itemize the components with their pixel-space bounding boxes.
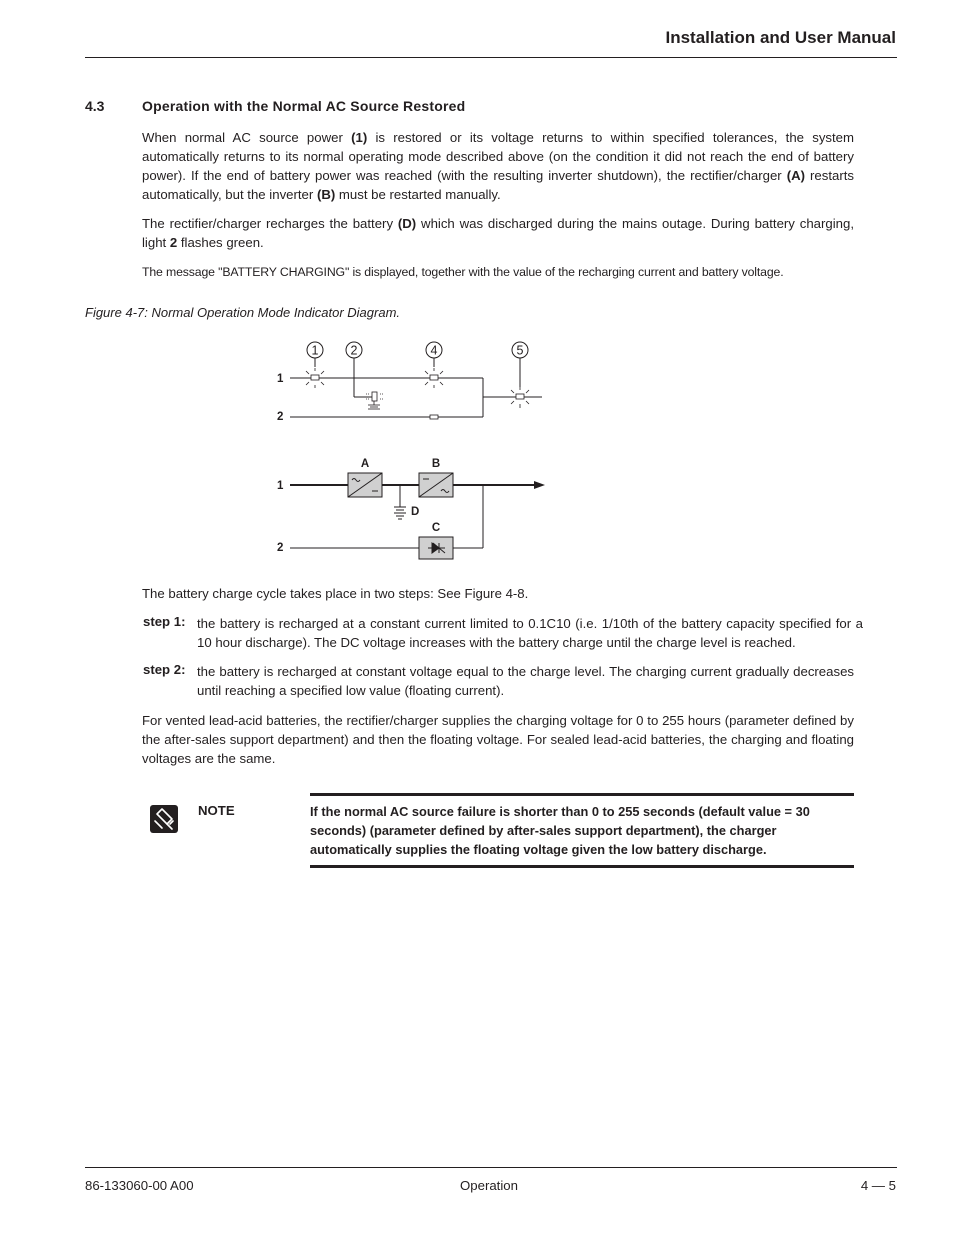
indicator-row-label-2: 2 bbox=[277, 411, 284, 423]
rectifier-a-icon bbox=[348, 473, 382, 497]
paragraph-vented: For vented lead-acid batteries, the rectifier/charger supplies the charging voltage for 0 to 255 hours (parameter defined by the after-sales support department) and then the floating voltage. For sealed lead-acid batteries, the charging and floating voltages are the same. bbox=[142, 713, 854, 766]
section-number: 4.3 bbox=[85, 98, 105, 114]
step-1-label: step 1: bbox=[143, 614, 186, 629]
footer-rule bbox=[85, 1167, 897, 1168]
footer-page-number: 4 — 5 bbox=[860, 1178, 896, 1193]
note-bottom-rule bbox=[310, 865, 854, 868]
battery-label-d: D bbox=[411, 506, 420, 518]
static-switch-c-icon bbox=[419, 537, 453, 559]
output-arrow-icon bbox=[534, 481, 545, 489]
paragraph-recharge: The rectifier/charger recharges the battery (D) which was discharged during the mains outage. During battery charging, light 2 flashes green. bbox=[142, 216, 854, 250]
note-text: If the normal AC source failure is shorter than 0 to 255 seconds (default value = 30 seconds) (parameter defined by after-sales support department), the charger automatically supplies the floating voltage given the low battery discharge. bbox=[310, 804, 810, 857]
note-pencil-icon bbox=[150, 805, 178, 833]
section-title: Operation with the Normal AC Source Restored bbox=[142, 98, 466, 114]
callout-label-1: 1 bbox=[311, 343, 319, 358]
step-1-text: the battery is recharged at a constant current limited to 0.1C10 (i.e. 1/10th of the battery capacity specified for a 10 hour discharge). The DC voltage increases with the battery charge until the charge level is reached. bbox=[197, 616, 863, 650]
lamp-2-small-icon bbox=[430, 415, 438, 419]
circuit-row-label-2: 2 bbox=[277, 542, 284, 554]
header-rule bbox=[85, 57, 897, 58]
note-label: NOTE bbox=[198, 803, 235, 818]
battery-lamp-icon bbox=[366, 392, 383, 409]
paragraph-restored: When normal AC source power (1) is restored or its voltage returns to within specified tolerances, the system automatically returns to its normal operating mode described above (on the condition it did not reach the end of battery power). If the end of battery power was reached (with the resulting inverter shutdown), the rectifier/charger (A) restarts automatically, but the inverter (B) must be restarted manually. bbox=[142, 130, 854, 202]
callout-label-5: 5 bbox=[516, 343, 524, 358]
footer-chapter: Operation bbox=[460, 1178, 518, 1193]
block-label-c: C bbox=[431, 522, 441, 534]
page-header-title: Installation and User Manual bbox=[665, 28, 896, 47]
callout-label-2: 2 bbox=[350, 343, 358, 358]
indicator-row-label-1: 1 bbox=[277, 373, 284, 385]
step-2-label: step 2: bbox=[143, 662, 186, 677]
step-2-text: the battery is recharged at constant voltage equal to the charge level. The charging current gradually decreases until reaching a specified low value (floating current). bbox=[197, 664, 854, 698]
callout-label-4: 4 bbox=[430, 343, 438, 358]
figure-caption: Figure 4-7: Normal Operation Mode Indicator Diagram. bbox=[85, 305, 401, 320]
note-top-rule bbox=[310, 793, 854, 796]
paragraph-message: The message "BATTERY CHARGING" is displayed, together with the value of the recharging current and battery voltage. bbox=[142, 265, 784, 279]
circuit-row-label-1: 1 bbox=[277, 480, 284, 492]
inverter-b-icon bbox=[419, 473, 453, 497]
charge-cycle-intro: The battery charge cycle takes place in two steps: See Figure 4-8. bbox=[142, 586, 529, 601]
block-label-b: B bbox=[431, 458, 441, 470]
block-label-a: A bbox=[360, 458, 370, 470]
footer-doc-number: 86-133060-00 A00 bbox=[85, 1178, 194, 1193]
circuit-diagram bbox=[270, 450, 560, 565]
indicator-diagram bbox=[270, 335, 560, 435]
battery-d-icon bbox=[394, 507, 406, 519]
